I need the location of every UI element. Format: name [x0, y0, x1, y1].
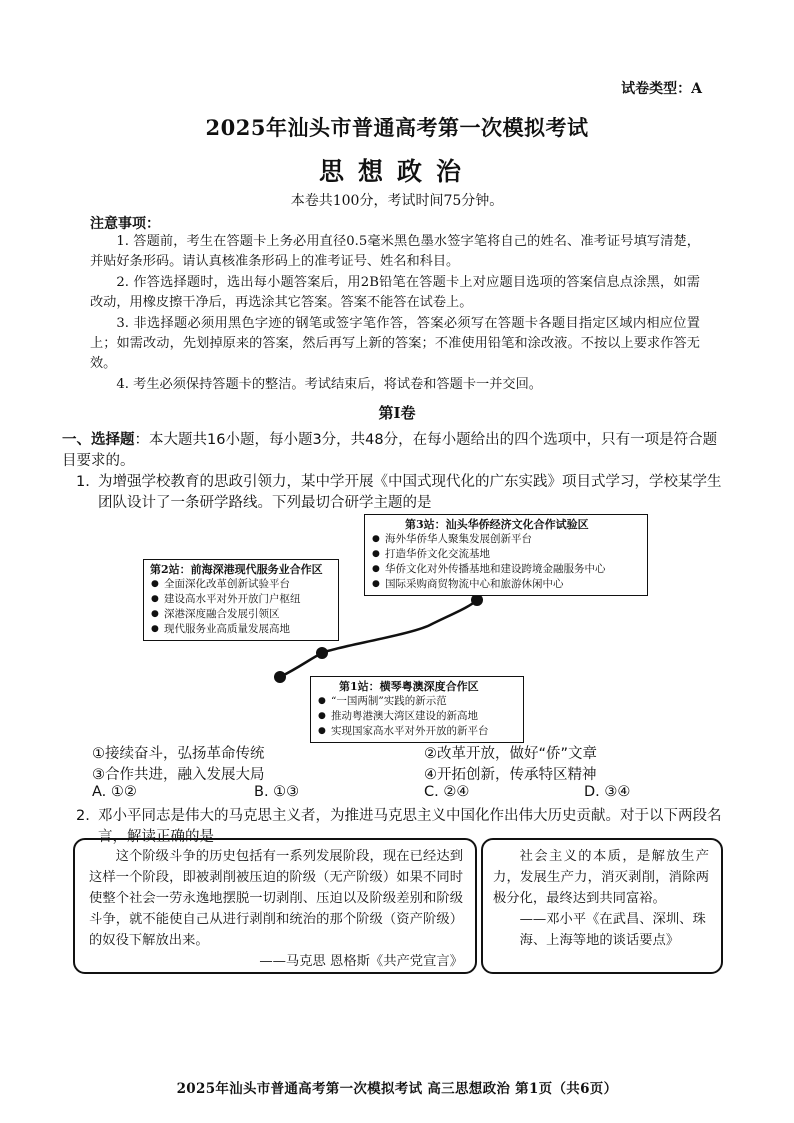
option-b[interactable]: B. ①③ — [254, 784, 300, 800]
statement-2: ②改革开放，做好“侨”文章 — [424, 746, 598, 762]
station-2-item: ● 深港深度融合发展引领区 — [150, 607, 332, 622]
subject-title: 思想政治 — [318, 157, 475, 186]
note-item: 3. 非选择题必须用黑色字迹的钢笔或签字笔作答，答案必须写在答题卡各题目指定区域内相应位置上；如需改动，先划掉原来的答案，然后再写上新的答案；不准使用铅笔和涂改液。不按以上要求作答无效。 — [90, 315, 700, 372]
station-2-dot — [316, 647, 328, 659]
quote-marx-engels — [73, 838, 477, 974]
station-1-title: 第1站：横琴粤澳深度合作区 — [339, 680, 479, 693]
quote-source: ——马克思 恩格斯《共产党宣言》 — [259, 954, 463, 969]
section-instructions — [62, 430, 722, 472]
note-item: 4. 考生必须保持答题卡的整洁。考试结束后，将试卷和答题卡一并交回。 — [116, 376, 542, 392]
paper-type-label: 试卷类型：A — [621, 81, 702, 97]
statement-3: ③合作共进，融入发展大局 — [92, 767, 265, 783]
page-footer: 2025年汕头市普通高考第一次模拟考试 高三思想政治 第1页（共6页） — [176, 1081, 618, 1097]
station-3-item: ● 海外华侨华人聚集发展创新平台 — [371, 532, 641, 547]
statement-4: ④开拓创新，传承特区精神 — [424, 767, 597, 783]
quote-text: 社会主义的本质，是解放生产力，发展生产力，消灭剥削，消除两极分化，最终达到共同富裕。 — [493, 849, 709, 906]
station-1-item: ● 实现国家高水平对外开放的新平台 — [317, 724, 517, 739]
station-3-item: ● 华侨文化对外传播基地和建设跨境金融服务中心 — [371, 562, 641, 577]
note-item: 1. 答题前，考生在答题卡上务必用直径0.5毫米黑色墨水签字笔将自己的姓名、准考证号填写清楚，并贴好条形码。请认真核准条形码上的准考证号、姓名和科目。 — [90, 234, 700, 270]
part-title: 第Ⅰ卷 — [378, 404, 416, 422]
exam-title: 2025年汕头市普通高考第一次模拟考试 — [205, 115, 589, 140]
exam-info: 本卷共100分，考试时间75分钟。 — [290, 193, 504, 209]
statement-1: ①接续奋斗，弘扬革命传统 — [92, 746, 265, 762]
section-text: ：本大题共16小题，每小题3分，共48分，在每小题给出的四个选项中，只有一项是符合题目要求的。 — [62, 432, 718, 469]
station-2-item: ● 建设高水平对外开放门户枢纽 — [150, 592, 332, 607]
question-number: 2. — [76, 808, 90, 824]
question-1 — [76, 472, 726, 514]
option-c[interactable]: C. ②④ — [424, 784, 470, 800]
station-1-item: ● “一国两制”实践的新示范 — [317, 694, 517, 709]
station-1-dot — [274, 671, 286, 683]
option-d[interactable]: D. ③④ — [584, 784, 631, 800]
notes-title: 注意事项： — [90, 216, 160, 232]
quote-text: 这个阶级斗争的历史包括有一系列发展阶段，现在已经达到这样一个阶段，即被剥削被压迫的阶级（无产阶级）如果不同时使整个社会一劳永逸地摆脱一切剥削、压迫以及阶级差别和阶级斗争，就不能使自己从进行剥削和统治的那个阶级（资产阶级）的奴役下解放出来。 — [89, 849, 463, 948]
option-a[interactable]: A. ①② — [92, 784, 137, 800]
quote-source: ——邓小平《在武昌、深圳、珠海、上海等地的谈话要点》 — [519, 912, 706, 948]
station-2-title: 第2站：前海深港现代服务业合作区 — [150, 563, 323, 576]
notes-list — [90, 232, 700, 395]
station-1-item: ● 推动粤港澳大湾区建设的新高地 — [317, 709, 517, 724]
question-stem: 为增强学校教育的思政引领力，某中学开展《中国式现代化的广东实践》项目式学习，学校某学生团队设计了一条研学路线。下列最切合研学主题的是 — [98, 474, 722, 511]
station-2-box — [143, 559, 339, 641]
question-number: 1. — [76, 474, 90, 490]
quote-deng-xiaoping — [481, 838, 723, 974]
note-item: 2. 作答选择题时，选出每小题答案后，用2B铅笔在答题卡上对应题目选项的答案信息点涂黑，如需改动，用橡皮擦干净后，再选涂其它答案。答案不能答在试卷上。 — [90, 274, 700, 311]
station-3-item: ● 国际采购商贸物流中心和旅游休闲中心 — [371, 577, 641, 592]
station-3-title: 第3站：汕头华侨经济文化合作试验区 — [405, 518, 589, 531]
section-lead: 一、选择题 — [62, 432, 135, 448]
station-2-item: ● 全面深化改革创新试验平台 — [150, 577, 332, 592]
station-1-box — [310, 676, 524, 743]
station-2-item: ● 现代服务业高质量发展高地 — [150, 622, 332, 637]
station-3-item: ● 打造华侨文化交流基地 — [371, 547, 641, 562]
question-stem: 邓小平同志是伟大的马克思主义者，为推进马克思主义中国化作出伟大历史贡献。对于以下两段名言，解读正确的是 — [98, 808, 722, 845]
station-3-box — [364, 514, 648, 596]
